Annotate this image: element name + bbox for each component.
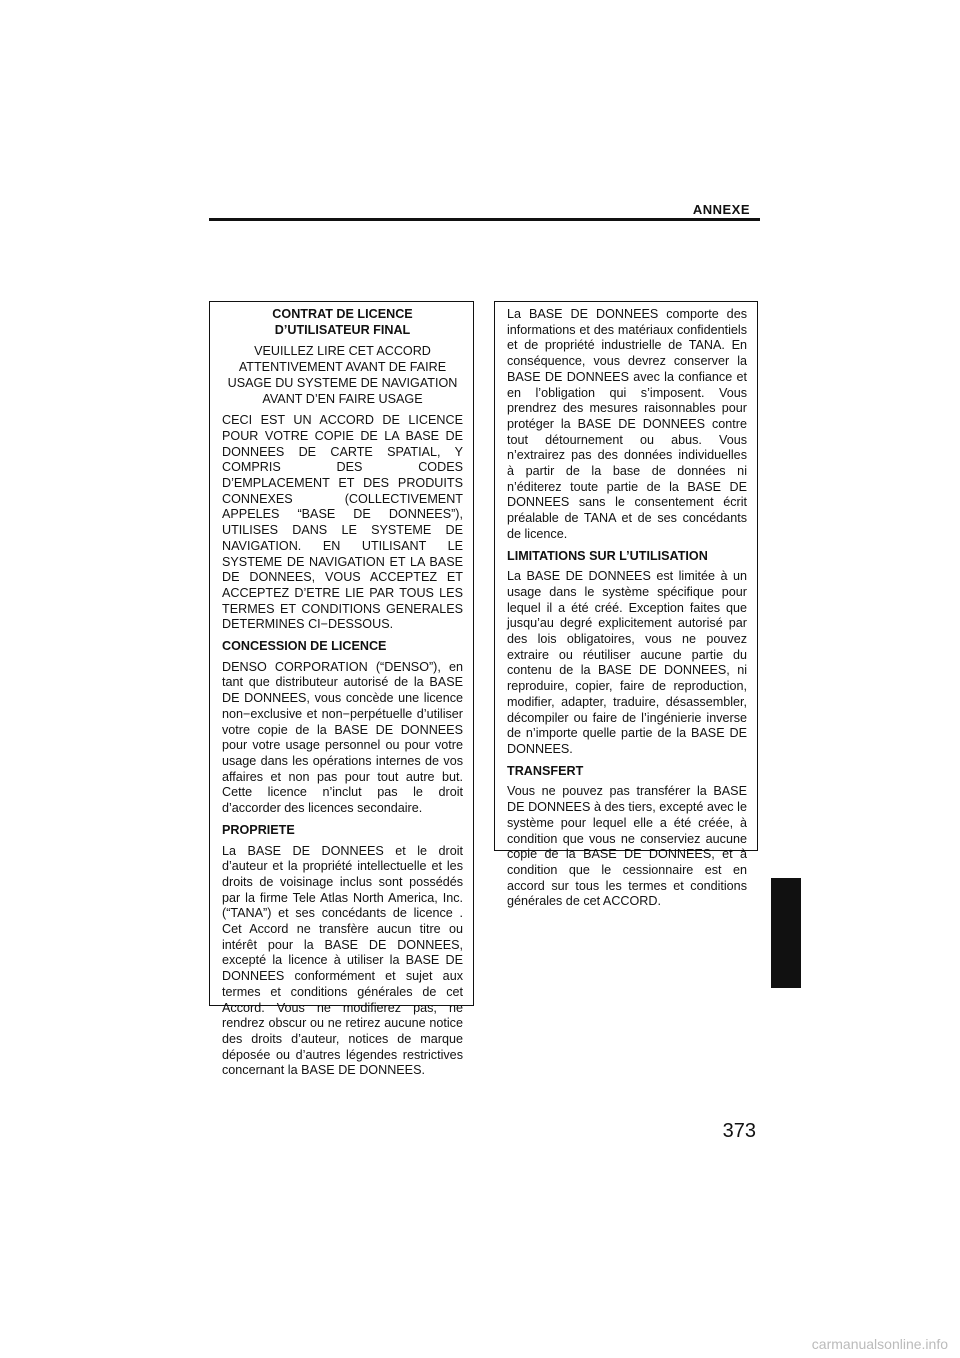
watermark: carmanualsonline.info <box>811 1336 948 1352</box>
heading-transfert: TRANSFERT <box>507 763 584 778</box>
transfert-paragraph: Vous ne pouvez pas transférer la BASE DE DONNEES à des tiers, excepté avec le système pour lequel elle a été créée, à condition que vous ne conserviez aucune copie de la BASE DE DONNEES, et à condition que le cessionnaire est en accord sur tous les termes et conditions générales de cet ACCORD. <box>507 784 747 909</box>
intro-paragraph: CECI EST UN ACCORD DE LICENCE POUR VOTRE COPIE DE LA BASE DE DONNEES DE CARTE SPATIAL, Y COMPRIS DES CODES D’EMPLACEMENT ET DES PRODUITS CONNEXES (COLLECTIVEMENT APPELES “BASE DE DONNEES”), UTILISES DANS LE SYSTEME DE NAVIGATION. EN UTILISANT LE SYSTEME DE NAVIGATION ET LA BASE DE DONNEES, VOUS ACCEPTEZ ET ACCEPTEZ D’ETRE LIE PAR TOUS LES TERMES ET CONDITIONS GENERALES DETERMINES CI−DESSOUS. <box>222 413 463 632</box>
page-number: 373 <box>722 1120 756 1142</box>
section-title: ANNEXE <box>692 202 750 217</box>
license-title-line-1: CONTRAT DE LICENCE <box>272 307 413 321</box>
license-title <box>222 307 463 338</box>
propriete-paragraph: La BASE DE DONNEES et le droit d’auteur et la propriété intellectuelle et les droits de voisinage inclus sont possédés par la firme Tele Atlas North America, Inc. (“TANA”) et ses concédants de licence . Cet Accord ne transfère aucun titre ou intérêt pour la BASE DE DONNEES, excepté la licence à utiliser la BASE DE DONNEES conformément et sujet aux termes et conditions générales de cet Accord. Vous ne modifierez pas, ne rendrez obscur ou ne retirez aucune notice des droits d’auteur, notices de marque déposée ou d’autres légendes restrictives concernant la BASE DE DONNEES. <box>222 843 463 1078</box>
license-title-line-2: D’UTILISATEUR FINAL <box>274 322 411 337</box>
heading-concession: CONCESSION DE LICENCE <box>222 639 387 654</box>
limitations-paragraph: La BASE DE DONNEES est limitée à un usage dans le système spécifique pour lequel il a été créé. Exception faites que jusqu’au degré explicitement autorisé par des lois obligatoires, vous ne pouvez extraire ou réutiliser aucune partie du contenu de la BASE DE DONNEES, ni reproduire, copier, faire de reproduction, modifier, adapter, traduire, désassembler, décompiler ou faire de l’ingénierie inverse de n’importe quelle partie de la BASE DE DONNEES. <box>507 569 747 756</box>
heading-propriete: PROPRIETE <box>222 822 295 837</box>
concession-paragraph: DENSO CORPORATION (“DENSO”), en tant que distributeur autorisé de la BASE DE DONNEES, vous concède une licence non−exclusive et non−perpétuelle d’utiliser votre copie de la BASE DE DONNEES pour votre usage personnel ou pour votre usage dans les opérations internes de vos affaires et non pas pour tout autre but. Cette licence n’inclut pas le droit d’accorder des licences secondaire. <box>222 659 463 816</box>
read-notice: VEUILLEZ LIRE CET ACCORD ATTENTIVEMENT AVANT DE FAIRE USAGE DU SYSTEME DE NAVIGATION AVANT D’EN FAIRE USAGE <box>227 344 458 406</box>
license-box-left <box>209 301 474 1078</box>
header-rule <box>209 218 760 221</box>
chapter-tab <box>771 878 801 988</box>
license-box-right <box>494 301 758 909</box>
confidential-paragraph: La BASE DE DONNEES comporte des informations et des matériaux confidentiels et de propriété industrielle de TANA. En conséquence, vous devrez conserver la BASE DE DONNEES avec la confiance et en l’obligation qui s’imposent. Vous prendrez des mesures raisonnables pour protéger la BASE DE DONNEES contre tout détournement ou abus. Vous n’extrairez pas des données individuelles à partir de la base de données ni n’éditerez toute partie de la BASE DE DONNEES sans le consentement écrit préalable de TANA et de ses concédants de licence. <box>507 307 747 541</box>
heading-limitations: LIMITATIONS SUR L’UTILISATION <box>507 548 708 563</box>
